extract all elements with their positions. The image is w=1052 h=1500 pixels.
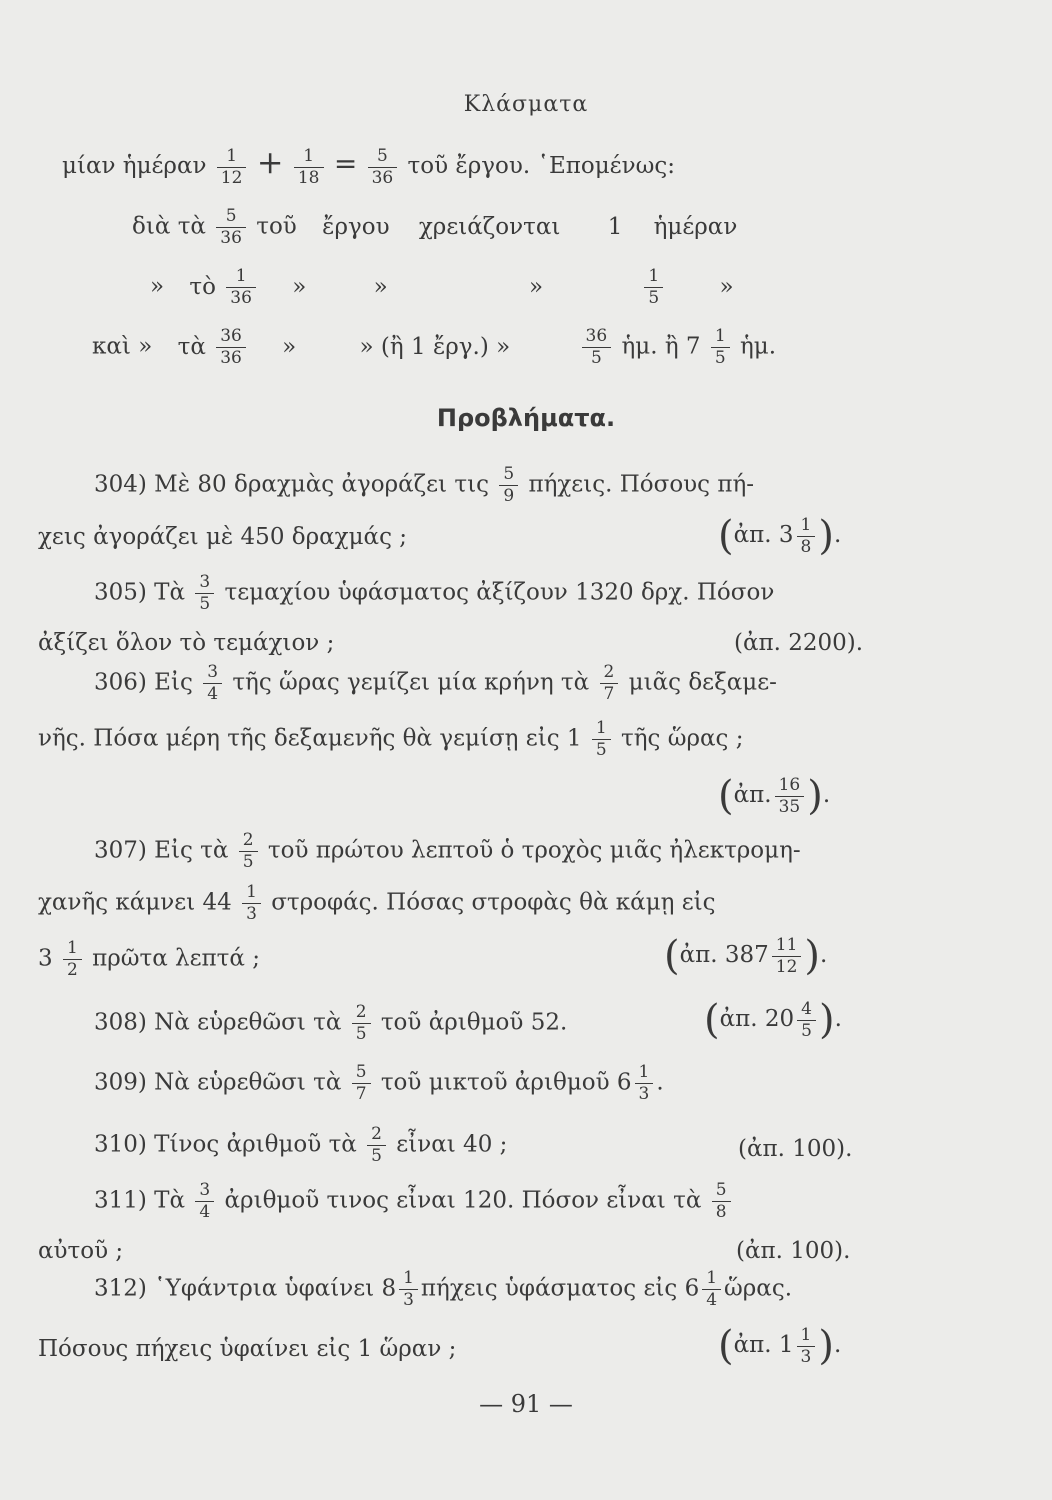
parenthesis: ) (807, 773, 823, 819)
plus-sign: + (256, 143, 284, 181)
numerator: 2 (603, 662, 615, 682)
numerator: 1 (706, 1268, 718, 1288)
problem-307-line-1 (94, 832, 801, 871)
fraction (228, 268, 254, 307)
intro-line-3 (150, 268, 734, 307)
parenthesis: ) (818, 1323, 834, 1369)
fraction (704, 1270, 719, 1309)
text: στροφάς. Πόσας στροφὰς θὰ κάμῃ εἰς (271, 889, 716, 916)
text: ἔργου (322, 213, 390, 240)
numerator: 1 (595, 718, 607, 738)
numerator: 1 (303, 145, 315, 166)
text: πήχεις ὑφάσματος εἰς 6 (420, 1275, 700, 1302)
parenthesis: ( (664, 933, 680, 979)
fraction (637, 1064, 652, 1103)
page-number: — 91 — (479, 1390, 573, 1418)
text: 305) Τὰ (94, 579, 186, 606)
text: ἀπ. 3 (733, 522, 794, 548)
text: ἡμ. ἢ 7 (621, 333, 701, 360)
numerator: 1 (800, 514, 812, 535)
numerator: 36 (585, 326, 608, 346)
problem-304-answer: (ἀπ. 3 $\frac{1}{8}$ ). (718, 513, 842, 559)
fraction (354, 1004, 369, 1043)
numerator: 5 (225, 206, 237, 226)
text: χρειάζονται (418, 213, 561, 240)
problem-306-line-1 (94, 664, 777, 703)
text: 312) ῾Υφάντρια ὑφαίνει 8 (94, 1275, 397, 1302)
numerator: 3 (207, 662, 219, 682)
problem-312-line-2 (38, 1336, 456, 1362)
parenthesis: ( (704, 997, 720, 1043)
text: τῆς ὥρας γεμίζει μία κρήνη τὰ (232, 669, 590, 696)
problem-304-line-2 (38, 524, 407, 550)
text: διὰ τὰ (132, 213, 206, 240)
denominator: 5 (239, 851, 258, 871)
text: τεμαχίου ὑφάσματος ἀξίζουν 1320 δρχ. Πόσον (224, 579, 775, 606)
text: 307) Εἰς τὰ (94, 837, 229, 864)
numerator: 1 (648, 266, 660, 286)
text: ἀπ. 387 (679, 942, 769, 968)
denominator: 36 (226, 287, 256, 307)
numerator: 1 (246, 882, 257, 902)
text: 308) Νὰ εὑρεθῶσι τὰ (94, 1009, 342, 1036)
equals-sign: = (333, 147, 358, 180)
text: ἡμ. (740, 333, 777, 360)
text: καὶ » (92, 333, 153, 360)
text: ἀριθμοῦ τινος εἶναι 120. Πόσον εἶναι τὰ (224, 1187, 702, 1214)
fraction (218, 208, 244, 247)
text: χεις ἀγοράζει μὲ 450 δραχμάς ; (38, 524, 408, 550)
denominator: 5 (367, 1145, 386, 1165)
numerator: 1 (226, 145, 238, 166)
text: . (656, 1069, 664, 1096)
ditto-mark: » (719, 273, 734, 300)
text: νῆς. Πόσα μέρη τῆς δεξαμενῆς θὰ γεμίσῃ εἰς 1 (38, 725, 582, 752)
numerator: 1 (800, 1324, 812, 1345)
fraction (799, 1324, 814, 1367)
numerator: 1 (235, 266, 247, 286)
text: τοῦ (256, 213, 297, 240)
denominator: 5 (711, 347, 730, 367)
problem-305-answer: (ἀπ. 2200). (734, 630, 864, 656)
text: τῆς ὥρας ; (621, 725, 744, 752)
denominator: 7 (352, 1083, 371, 1103)
numerator: 2 (355, 1002, 367, 1022)
problem-310-answer: (ἀπ. 100). (738, 1136, 853, 1162)
text: μιᾶς δεξαμε- (628, 669, 777, 696)
denominator: 2 (63, 959, 82, 979)
intro-line-4 (92, 328, 776, 367)
numerator: 1 (638, 1062, 650, 1082)
ditto-mark: » (529, 273, 544, 300)
parenthesis: ( (718, 773, 734, 819)
numerator: 4 (801, 998, 812, 1019)
denominator: 4 (195, 1201, 214, 1221)
problem-311-line-2 (38, 1238, 123, 1264)
denominator: 3 (399, 1289, 418, 1309)
text: ἀξίζει ὅλον τὸ τεμάχιον ; (38, 630, 335, 656)
numerator: 11 (775, 934, 798, 955)
problem-308 (94, 1004, 567, 1043)
fraction (714, 1182, 729, 1221)
text: τοῦ ἔργου. ῾Επομένως: (407, 153, 675, 179)
fraction (713, 328, 728, 367)
text: τὰ (177, 333, 206, 360)
text: 3 (38, 945, 53, 972)
denominator: 8 (797, 536, 816, 556)
ditto-mark: » (150, 273, 165, 300)
ditto-mark: » (373, 273, 388, 300)
intro-line-1 (62, 143, 675, 187)
problem-310 (94, 1126, 507, 1165)
denominator: 8 (712, 1201, 731, 1221)
text: 304) Μὲ 80 δραχμὰς ἀγοράζει τις (94, 471, 489, 498)
text: ἀπ. 20 (719, 1006, 795, 1032)
text: ἀπ. 1 (733, 1332, 794, 1358)
fraction (205, 664, 220, 703)
numerator: 16 (778, 774, 801, 795)
denominator: 35 (775, 796, 805, 816)
denominator: 9 (499, 485, 518, 505)
denominator: 5 (195, 593, 214, 613)
problem-306-line-2 (38, 720, 743, 759)
fraction (777, 774, 803, 817)
denominator: 12 (772, 956, 802, 976)
text: ἡμέραν (653, 213, 738, 240)
parenthesis: ) (818, 513, 834, 559)
denominator: 36 (368, 167, 398, 187)
text: τοῦ μικτοῦ ἀριθμοῦ 6 (380, 1069, 632, 1096)
fraction (354, 1064, 369, 1103)
text: τοῦ πρώτου λεπτοῦ ὁ τροχὸς μιᾶς ἠλεκτρομη- (267, 837, 801, 864)
text: ὥρας. (724, 1275, 793, 1302)
fraction (594, 720, 609, 759)
denominator: 12 (217, 167, 247, 187)
problem-312-answer: (ἀπ. 1 $\frac{1}{3}$ ). (718, 1323, 842, 1369)
problem-308-answer: (ἀπ. 20 $\frac{4}{5}$ ). (704, 997, 842, 1043)
denominator: 18 (294, 167, 324, 187)
text: 310) Τίνος ἀριθμοῦ τὰ (94, 1131, 357, 1158)
numerator: 3 (199, 572, 211, 592)
denominator: 4 (203, 683, 222, 703)
text: 311) Τὰ (94, 1187, 186, 1214)
numerator: 2 (371, 1124, 382, 1144)
text: χανῆς κάμνει 44 (38, 889, 232, 916)
fraction (799, 514, 814, 557)
denominator: 5 (797, 1020, 816, 1040)
fraction (370, 145, 396, 188)
denominator: 4 (702, 1289, 721, 1309)
section-heading: Προβλήματα. (436, 404, 616, 432)
problem-304-line-1 (94, 466, 754, 505)
intro-line-2 (132, 208, 737, 247)
denominator: 5 (592, 739, 611, 759)
fraction (197, 1182, 212, 1221)
denominator: 3 (635, 1083, 654, 1103)
problem-305-line-2 (38, 630, 334, 656)
denominator: 3 (242, 903, 261, 923)
numerator: 5 (503, 464, 515, 484)
denominator: 36 (216, 347, 246, 367)
numerator: 5 (377, 145, 388, 166)
denominator: 5 (644, 287, 663, 307)
denominator: 3 (797, 1346, 816, 1366)
fraction (296, 145, 322, 188)
parenthesis: ( (718, 513, 734, 559)
ditto-mark: » (282, 333, 297, 360)
problem-305-line-1 (94, 574, 774, 613)
running-header: Κλάσματα (463, 92, 589, 117)
text: 306) Εἰς (94, 669, 193, 696)
problem-307-answer: (ἀπ. 387 $\frac{11}{12}$ ). (664, 933, 828, 979)
fraction (65, 940, 80, 979)
numerator: 1 (403, 1268, 414, 1288)
text: μίαν ἡμέραν (62, 153, 207, 179)
problem-312-line-1 (94, 1270, 792, 1309)
text: τὸ (189, 273, 216, 300)
problem-309 (94, 1064, 664, 1103)
text: πήχεις. Πόσους πή- (528, 471, 755, 498)
fraction (219, 145, 245, 188)
fraction (244, 884, 259, 923)
fraction (369, 1126, 384, 1165)
denominator: 5 (582, 347, 612, 367)
text: εἶναι 40 ; (396, 1131, 508, 1158)
fraction (646, 268, 661, 307)
fraction (584, 328, 610, 367)
problem-307-line-3 (38, 940, 260, 979)
text: αὐτοῦ ; (38, 1238, 124, 1264)
fraction (799, 998, 814, 1041)
denominator: 36 (216, 227, 246, 247)
text: 1 (607, 213, 623, 240)
fraction (501, 466, 516, 505)
fraction (218, 328, 244, 367)
text: τοῦ ἀριθμοῦ 52. (380, 1009, 568, 1036)
fraction (241, 832, 256, 871)
problem-311-answer: (ἀπ. 100). (736, 1238, 851, 1264)
text: ἀπ. (733, 782, 772, 808)
text: πρῶτα λεπτά ; (92, 945, 260, 972)
fraction (774, 934, 800, 977)
text: Πόσους πήχεις ὑφαίνει εἰς 1 ὥραν ; (38, 1336, 457, 1362)
numerator: 1 (66, 938, 78, 958)
numerator: 3 (199, 1180, 211, 1200)
numerator: 5 (715, 1180, 727, 1200)
problem-307-line-2 (38, 884, 716, 923)
numerator: 1 (714, 326, 726, 346)
fraction (401, 1270, 416, 1309)
fraction (602, 664, 617, 703)
numerator: 5 (355, 1062, 367, 1082)
denominator: 5 (352, 1023, 371, 1043)
problem-306-answer: (ἀπ. $\frac{16}{35}$ ). (718, 773, 831, 819)
text: 309) Νὰ εὑρεθῶσι τὰ (94, 1069, 342, 1096)
parenthesis: ) (804, 933, 821, 979)
numerator: 36 (220, 326, 242, 346)
denominator: 7 (600, 683, 619, 703)
parenthesis: ( (718, 1323, 734, 1369)
problem-311-line-1 (94, 1182, 734, 1221)
fraction (197, 574, 212, 613)
parenthesis: ) (818, 997, 835, 1043)
text: » (ἢ 1 ἔργ.) » (359, 333, 511, 360)
ditto-mark: » (292, 273, 307, 300)
numerator: 2 (242, 830, 254, 850)
